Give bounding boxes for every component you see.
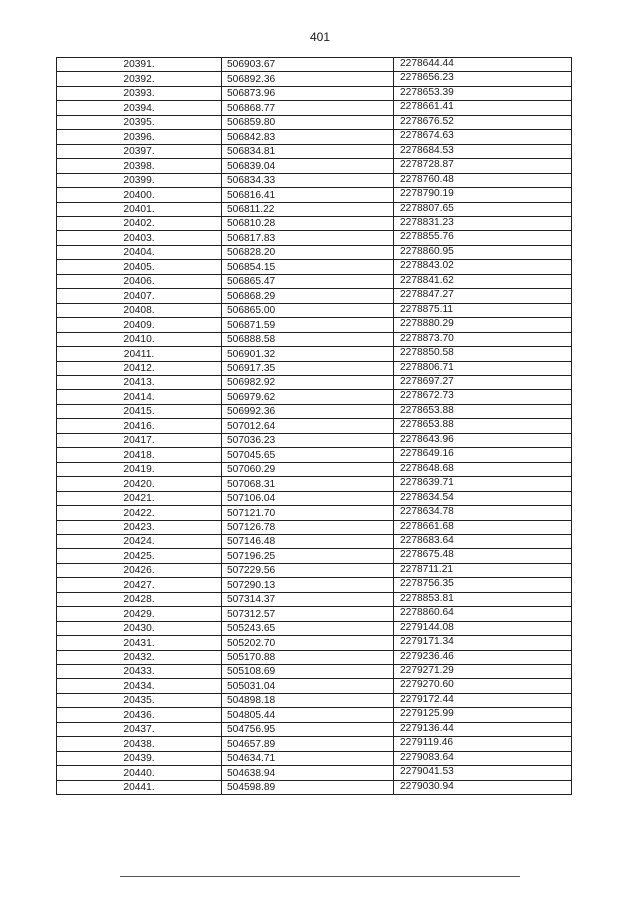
- x-coordinate-cell: 505243.65: [222, 621, 394, 635]
- y-coordinate-cell: 2279171.34: [394, 636, 572, 650]
- y-coordinate-cell: 2278880.29: [394, 318, 572, 332]
- x-coordinate-cell: 507290.13: [222, 578, 394, 592]
- table-row: [57, 289, 572, 303]
- point-id-cell: 20414.: [57, 390, 222, 404]
- table-row: [57, 115, 572, 129]
- table-row: [57, 607, 572, 621]
- table-row: [57, 491, 572, 505]
- point-id-cell: 20435.: [57, 693, 222, 707]
- y-coordinate-cell: 2278855.76: [394, 231, 572, 245]
- y-coordinate-cell: 2278843.02: [394, 260, 572, 274]
- point-id-cell: 20422.: [57, 506, 222, 520]
- y-coordinate-cell: 2278756.35: [394, 578, 572, 592]
- y-coordinate-cell: 2279083.64: [394, 751, 572, 765]
- point-id-cell: 20405.: [57, 260, 222, 274]
- x-coordinate-cell: 505031.04: [222, 679, 394, 693]
- point-id-cell: 20426.: [57, 563, 222, 577]
- table-row: [57, 303, 572, 317]
- y-coordinate-cell: 2278683.64: [394, 534, 572, 548]
- x-coordinate-cell: 506901.32: [222, 347, 394, 361]
- y-coordinate-cell: 2278649.16: [394, 448, 572, 462]
- point-id-cell: 20416.: [57, 419, 222, 433]
- point-id-cell: 20393.: [57, 86, 222, 100]
- table-row: [57, 448, 572, 462]
- y-coordinate-cell: 2278648.68: [394, 462, 572, 476]
- table-row: [57, 433, 572, 447]
- y-coordinate-cell: 2279125.99: [394, 708, 572, 722]
- table-row: [57, 202, 572, 216]
- y-coordinate-cell: 2278850.58: [394, 347, 572, 361]
- table-row: [57, 534, 572, 548]
- table-row: [57, 766, 572, 780]
- x-coordinate-cell: 504638.94: [222, 766, 394, 780]
- point-id-cell: 20408.: [57, 303, 222, 317]
- x-coordinate-cell: 506868.29: [222, 289, 394, 303]
- x-coordinate-cell: 507036.23: [222, 433, 394, 447]
- table-row: [57, 86, 572, 100]
- x-coordinate-cell: 507106.04: [222, 491, 394, 505]
- x-coordinate-cell: 506816.41: [222, 188, 394, 202]
- table-row: [57, 636, 572, 650]
- y-coordinate-cell: 2279271.29: [394, 665, 572, 679]
- y-coordinate-cell: 2278661.68: [394, 520, 572, 534]
- x-coordinate-cell: 504598.89: [222, 780, 394, 794]
- y-coordinate-cell: 2279136.44: [394, 722, 572, 736]
- x-coordinate-cell: 507312.57: [222, 607, 394, 621]
- y-coordinate-cell: 2279041.53: [394, 766, 572, 780]
- table-row: [57, 737, 572, 751]
- point-id-cell: 20429.: [57, 607, 222, 621]
- table-row: [57, 347, 572, 361]
- y-coordinate-cell: 2278790.19: [394, 188, 572, 202]
- point-id-cell: 20415.: [57, 404, 222, 418]
- table-row: [57, 592, 572, 606]
- table-row: [57, 621, 572, 635]
- point-id-cell: 20439.: [57, 751, 222, 765]
- y-coordinate-cell: 2278656.23: [394, 72, 572, 86]
- table-row: [57, 245, 572, 259]
- point-id-cell: 20392.: [57, 72, 222, 86]
- point-id-cell: 20420.: [57, 477, 222, 491]
- table-row: [57, 58, 572, 72]
- point-id-cell: 20419.: [57, 462, 222, 476]
- coordinate-table-body: [57, 58, 572, 795]
- x-coordinate-cell: 506992.36: [222, 404, 394, 418]
- table-row: [57, 419, 572, 433]
- point-id-cell: 20417.: [57, 433, 222, 447]
- point-id-cell: 20410.: [57, 332, 222, 346]
- y-coordinate-cell: 2278873.70: [394, 332, 572, 346]
- table-row: [57, 260, 572, 274]
- x-coordinate-cell: 504805.44: [222, 708, 394, 722]
- y-coordinate-cell: 2278875.11: [394, 303, 572, 317]
- table-row: [57, 665, 572, 679]
- table-row: [57, 679, 572, 693]
- x-coordinate-cell: 504756.95: [222, 722, 394, 736]
- y-coordinate-cell: 2278697.27: [394, 375, 572, 389]
- point-id-cell: 20412.: [57, 361, 222, 375]
- table-row: [57, 650, 572, 664]
- point-id-cell: 20403.: [57, 231, 222, 245]
- table-row: [57, 144, 572, 158]
- y-coordinate-cell: 2278674.63: [394, 130, 572, 144]
- point-id-cell: 20404.: [57, 245, 222, 259]
- y-coordinate-cell: 2278639.71: [394, 477, 572, 491]
- point-id-cell: 20430.: [57, 621, 222, 635]
- point-id-cell: 20406.: [57, 274, 222, 288]
- y-coordinate-cell: 2278653.88: [394, 404, 572, 418]
- table-row: [57, 549, 572, 563]
- point-id-cell: 20427.: [57, 578, 222, 592]
- y-coordinate-cell: 2278684.53: [394, 144, 572, 158]
- y-coordinate-cell: 2278860.95: [394, 245, 572, 259]
- x-coordinate-cell: 506892.36: [222, 72, 394, 86]
- y-coordinate-cell: 2278676.52: [394, 115, 572, 129]
- x-coordinate-cell: 507060.29: [222, 462, 394, 476]
- table-row: [57, 722, 572, 736]
- point-id-cell: 20428.: [57, 592, 222, 606]
- table-row: [57, 693, 572, 707]
- table-row: [57, 130, 572, 144]
- table-row: [57, 188, 572, 202]
- x-coordinate-cell: 506888.58: [222, 332, 394, 346]
- y-coordinate-cell: 2278643.96: [394, 433, 572, 447]
- point-id-cell: 20432.: [57, 650, 222, 664]
- x-coordinate-cell: 506854.15: [222, 260, 394, 274]
- table-row: [57, 173, 572, 187]
- x-coordinate-cell: 507229.56: [222, 563, 394, 577]
- point-id-cell: 20407.: [57, 289, 222, 303]
- y-coordinate-cell: 2278760.48: [394, 173, 572, 187]
- y-coordinate-cell: 2278841.62: [394, 274, 572, 288]
- x-coordinate-cell: 505202.70: [222, 636, 394, 650]
- x-coordinate-cell: 507012.64: [222, 419, 394, 433]
- table-row: [57, 390, 572, 404]
- table-row: [57, 751, 572, 765]
- y-coordinate-cell: 2278634.78: [394, 506, 572, 520]
- point-id-cell: 20413.: [57, 375, 222, 389]
- x-coordinate-cell: 506873.96: [222, 86, 394, 100]
- point-id-cell: 20402.: [57, 216, 222, 230]
- y-coordinate-cell: 2278644.44: [394, 58, 572, 72]
- x-coordinate-cell: 506982.92: [222, 375, 394, 389]
- table-row: [57, 477, 572, 491]
- x-coordinate-cell: 507146.48: [222, 534, 394, 548]
- y-coordinate-cell: 2278711.21: [394, 563, 572, 577]
- x-coordinate-cell: 504657.89: [222, 737, 394, 751]
- y-coordinate-cell: 2279270.60: [394, 679, 572, 693]
- y-coordinate-cell: 2279172.44: [394, 693, 572, 707]
- point-id-cell: 20437.: [57, 722, 222, 736]
- table-row: [57, 578, 572, 592]
- point-id-cell: 20431.: [57, 636, 222, 650]
- point-id-cell: 20397.: [57, 144, 222, 158]
- point-id-cell: 20411.: [57, 347, 222, 361]
- x-coordinate-cell: 507068.31: [222, 477, 394, 491]
- y-coordinate-cell: 2278831.23: [394, 216, 572, 230]
- point-id-cell: 20425.: [57, 549, 222, 563]
- table-row: [57, 159, 572, 173]
- y-coordinate-cell: 2278728.87: [394, 159, 572, 173]
- x-coordinate-cell: 506817.83: [222, 231, 394, 245]
- point-id-cell: 20409.: [57, 318, 222, 332]
- point-id-cell: 20395.: [57, 115, 222, 129]
- x-coordinate-cell: 506979.62: [222, 390, 394, 404]
- table-row: [57, 216, 572, 230]
- point-id-cell: 20440.: [57, 766, 222, 780]
- x-coordinate-cell: 505170.88: [222, 650, 394, 664]
- y-coordinate-cell: 2278672.73: [394, 390, 572, 404]
- y-coordinate-cell: 2278675.48: [394, 549, 572, 563]
- point-id-cell: 20424.: [57, 534, 222, 548]
- x-coordinate-cell: 507045.65: [222, 448, 394, 462]
- x-coordinate-cell: 506828.20: [222, 245, 394, 259]
- point-id-cell: 20438.: [57, 737, 222, 751]
- table-row: [57, 708, 572, 722]
- page-number: 401: [309, 30, 331, 44]
- table-row: [57, 506, 572, 520]
- point-id-cell: 20396.: [57, 130, 222, 144]
- x-coordinate-cell: 506871.59: [222, 318, 394, 332]
- x-coordinate-cell: 505108.69: [222, 665, 394, 679]
- point-id-cell: 20433.: [57, 665, 222, 679]
- y-coordinate-cell: 2278807.65: [394, 202, 572, 216]
- x-coordinate-cell: 506917.35: [222, 361, 394, 375]
- table-row: [57, 231, 572, 245]
- table-row: [57, 563, 572, 577]
- y-coordinate-cell: 2279030.94: [394, 780, 572, 794]
- y-coordinate-cell: 2279236.46: [394, 650, 572, 664]
- x-coordinate-cell: 507314.37: [222, 592, 394, 606]
- point-id-cell: 20441.: [57, 780, 222, 794]
- y-coordinate-cell: 2279144.08: [394, 621, 572, 635]
- x-coordinate-cell: 506811.22: [222, 202, 394, 216]
- coordinate-table: [56, 57, 572, 795]
- y-coordinate-cell: 2279119.46: [394, 737, 572, 751]
- point-id-cell: 20436.: [57, 708, 222, 722]
- x-coordinate-cell: 507121.70: [222, 506, 394, 520]
- y-coordinate-cell: 2278860.64: [394, 607, 572, 621]
- x-coordinate-cell: 506839.04: [222, 159, 394, 173]
- point-id-cell: 20421.: [57, 491, 222, 505]
- y-coordinate-cell: 2278661.41: [394, 101, 572, 115]
- table-row: [57, 72, 572, 86]
- y-coordinate-cell: 2278653.88: [394, 419, 572, 433]
- y-coordinate-cell: 2278806.71: [394, 361, 572, 375]
- y-coordinate-cell: 2278634.54: [394, 491, 572, 505]
- point-id-cell: 20391.: [57, 58, 222, 72]
- x-coordinate-cell: 506842.83: [222, 130, 394, 144]
- table-row: [57, 520, 572, 534]
- x-coordinate-cell: 506859.80: [222, 115, 394, 129]
- x-coordinate-cell: 506865.00: [222, 303, 394, 317]
- table-row: [57, 780, 572, 794]
- point-id-cell: 20394.: [57, 101, 222, 115]
- table-row: [57, 318, 572, 332]
- table-row: [57, 404, 572, 418]
- footer-rule: [120, 876, 520, 877]
- x-coordinate-cell: 504898.18: [222, 693, 394, 707]
- point-id-cell: 20423.: [57, 520, 222, 534]
- table-row: [57, 462, 572, 476]
- y-coordinate-cell: 2278847.27: [394, 289, 572, 303]
- point-id-cell: 20401.: [57, 202, 222, 216]
- x-coordinate-cell: 507126.78: [222, 520, 394, 534]
- x-coordinate-cell: 504634.71: [222, 751, 394, 765]
- point-id-cell: 20399.: [57, 173, 222, 187]
- x-coordinate-cell: 507196.25: [222, 549, 394, 563]
- table-row: [57, 101, 572, 115]
- point-id-cell: 20400.: [57, 188, 222, 202]
- y-coordinate-cell: 2278653.39: [394, 86, 572, 100]
- table-row: [57, 361, 572, 375]
- point-id-cell: 20398.: [57, 159, 222, 173]
- x-coordinate-cell: 506834.81: [222, 144, 394, 158]
- x-coordinate-cell: 506865.47: [222, 274, 394, 288]
- y-coordinate-cell: 2278853.81: [394, 592, 572, 606]
- table-row: [57, 274, 572, 288]
- x-coordinate-cell: 506868.77: [222, 101, 394, 115]
- point-id-cell: 20418.: [57, 448, 222, 462]
- x-coordinate-cell: 506903.67: [222, 58, 394, 72]
- point-id-cell: 20434.: [57, 679, 222, 693]
- x-coordinate-cell: 506834.33: [222, 173, 394, 187]
- table-row: [57, 375, 572, 389]
- x-coordinate-cell: 506810.28: [222, 216, 394, 230]
- table-row: [57, 332, 572, 346]
